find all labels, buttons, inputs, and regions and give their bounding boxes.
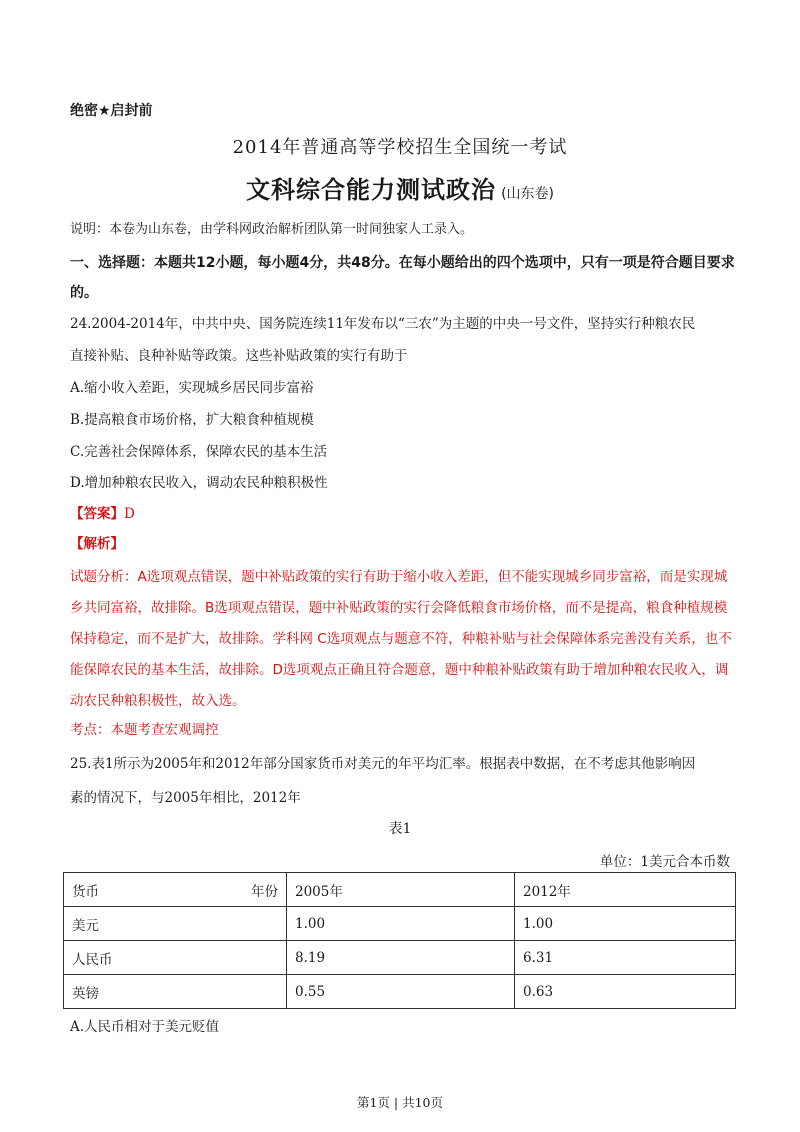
- exchange-rate-table: [63, 872, 736, 1009]
- rate-2005-cell: 0.55: [287, 975, 515, 1009]
- exam-title: 2014年普通高等学校招生全国统一考试: [232, 137, 568, 158]
- q24-option-c: C.完善社会保障体系，保障农民的基本生活: [70, 444, 328, 460]
- table-row: [64, 941, 736, 975]
- header-2005-cell: 2005年: [287, 873, 515, 907]
- q25-stem-line1: 25.表1所示为2005年和2012年部分国家货币对美元的年平均汇率。根据表中数据，在不考虑其他影响因: [70, 756, 696, 772]
- currency-cell: 英镑: [64, 975, 287, 1009]
- section-heading: 一、选择题：本题共12小题，每小题4分，共48分。在每小题给出的四个选项中，只有一项是符合题目要求的。: [70, 255, 735, 301]
- note-text: 说明：本卷为山东卷，由学科网政治解析团队第一时间独家人工录入。: [70, 222, 474, 237]
- table-title: 表1: [388, 821, 412, 837]
- q24-option-a: A.缩小收入差距，实现城乡居民同步富裕: [70, 380, 314, 396]
- answer-label: 【答案】: [70, 506, 124, 522]
- subject-title: 文科综合能力测试政治: [245, 176, 496, 204]
- rate-2012-cell: 0.63: [515, 975, 736, 1009]
- q24-stem-line1: 24.2004-2014年，中共中央、国务院连续11年发布以“三农”为主题的中央一号文件，坚持实行种粮农民: [70, 316, 696, 332]
- q24-option-d: D.增加种粮农民收入，调动农民种粮积极性: [70, 475, 328, 491]
- table-unit: 单位：1美元合本币数: [599, 854, 730, 870]
- currency-cell: 美元: [64, 907, 287, 941]
- analysis-text: 试题分析：A选项观点错误，题中补贴政策的实行有助于缩小收入差距，但不能实现城乡同步富裕，而是实现城乡共同富裕，故排除。B选项观点错误，题中补贴政策的实行会降低粮食市场价格，而不是提高，粮食种植规模保持稳定，而不是扩大，故排除。学科网 C选项观点与题意不符，种粮补贴与社会保障体系完善没有关系，也不能保障农民的基本生活，故排除。D选项观点正确且符合题意，题中种粮补贴政策有助于增加种粮农民收入，调动农民种粮积极性，故入选。: [70, 569, 732, 709]
- q24-option-b: B.提高粮食市场价格，扩大粮食种植规模: [70, 412, 314, 428]
- rate-2005-cell: 1.00: [287, 907, 515, 941]
- q25-stem-line2: 素的情况下，与2005年相比，2012年: [70, 790, 301, 806]
- page-footer: 第1页 | 共10页: [356, 1095, 444, 1110]
- table-header-row: [64, 873, 736, 907]
- subject-title-row: [0, 170, 800, 205]
- analysis-label: 【解析】: [70, 536, 124, 552]
- rate-2012-cell: 6.31: [515, 941, 736, 975]
- q25-option-a: A.人民币相对于美元贬值: [70, 1019, 220, 1035]
- table-row: [64, 975, 736, 1009]
- subject-region: (山东卷): [501, 186, 555, 202]
- key-point: 考点：本题考查宏观调控: [70, 722, 219, 738]
- answer-value: D: [124, 506, 135, 522]
- currency-cell: 人民币: [64, 941, 287, 975]
- header-2012-cell: 2012年: [515, 873, 736, 907]
- q24-stem-line2: 直接补贴、良种补贴等政策。这些补贴政策的实行有助于: [70, 348, 408, 364]
- header-currency-label: 货币: [72, 883, 99, 900]
- table-row: [64, 907, 736, 941]
- rate-2012-cell: 1.00: [515, 907, 736, 941]
- header-corner-cell: [64, 873, 287, 907]
- header-year-label: 年份: [251, 883, 278, 900]
- rate-2005-cell: 8.19: [287, 941, 515, 975]
- secret-mark: 绝密★启封前: [70, 103, 153, 119]
- q24-answer: [70, 502, 135, 522]
